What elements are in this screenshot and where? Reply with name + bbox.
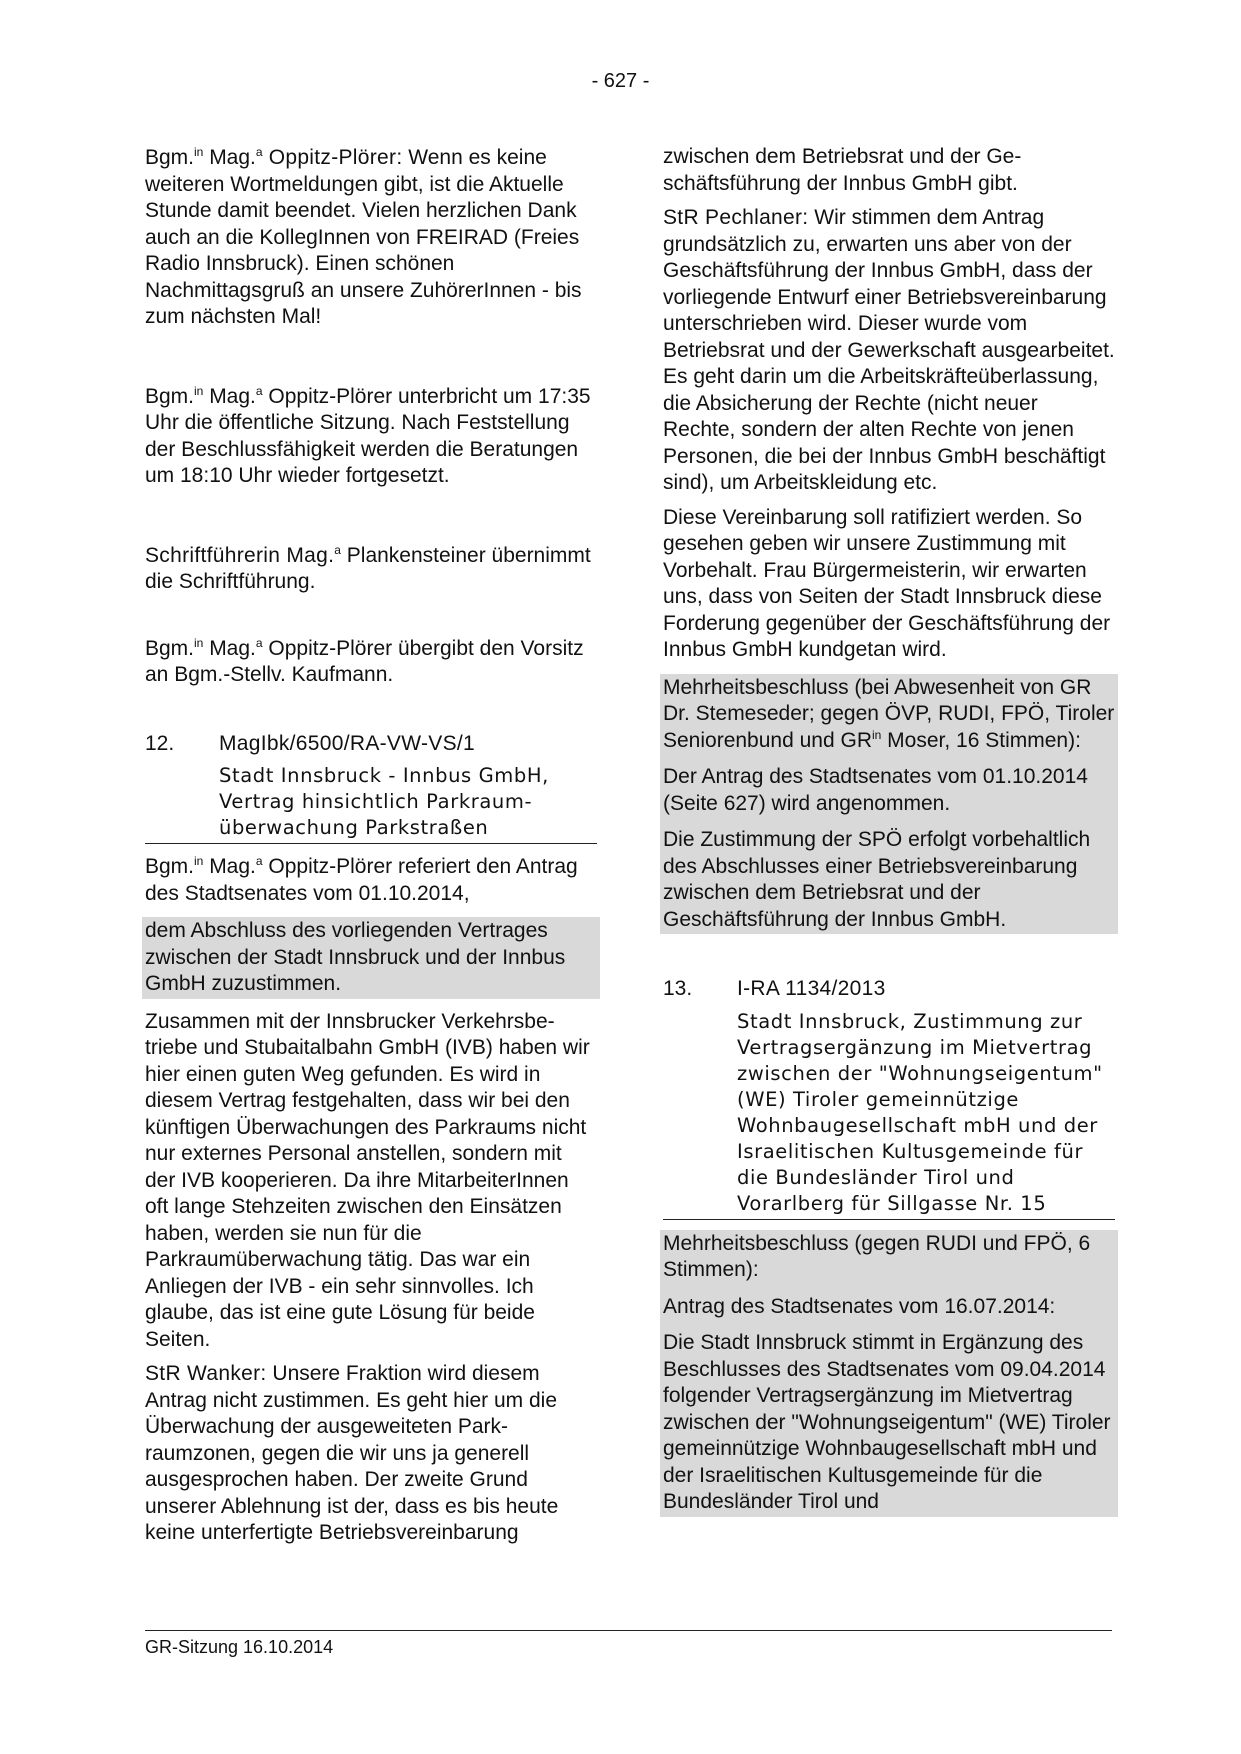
paragraph-explanation: Zusammen mit der Innsbrucker Verkehrsbetriebe und Stubaitalbahn GmbH (IVB) haben wir hier einen guten Weg gefunden. Es wird in diesem Vertrag festgehalten, dass wir bei den künftigen Überwachungen des Parkraums nicht nur externes Personal anstellen, sondern mit der IVB kooperieren. Da ihre MitarbeiterInnen oft lange Stehzeiten zwischen den Einsätzen haben, werden sie nun für die Parkraumüberwachung tätig. Das war ein Anliegen der IVB - ein sehr sinnvolles. Ich glaube, das ist eine gute Lösung für beide Seiten. [145, 1009, 590, 1351]
left-column [145, 145, 597, 1547]
footer-session-date: GR-Sitzung 16.10.2014 [145, 1630, 1112, 1658]
paragraph-ratification: Diese Vereinbarung soll ratifiziert werden. So gesehen geben wir unsere Zustimmung mit Vorbehalt. Frau Bürgermeisterin, wir erwarten uns, dass von Seiten der Stadt Innsbruck diese Forderung gegenüber der Geschäftsführung der Innbus GmbH kundgetan wird. [663, 505, 1111, 661]
resolution-majority: Mehrheitsbeschluss (gegen RUDI und FPÖ, 6 Stimmen): [663, 1231, 1091, 1281]
resolution-majority: Mehrheitsbeschluss (bei Abwesenheit von GR Dr. Stemeseder; gegen ÖVP, RUDI, FPÖ, Tiroler Seniorenbund und $GR^{in}$ Moser, 16 Stimmen): [663, 675, 1115, 752]
paragraph-secretary: Schriftführerin Mag.$^a$ Plankensteiner übernimmt die Schriftführung. [145, 542, 591, 593]
motion-text-shaded: dem Abschluss des vorliegenden Vertrages zwischen der Stadt Innsbruck und der Innbus GmbH zuzustimmen. [142, 917, 600, 999]
paragraph-mayor-closing: Bgm.$^{in}$ Mag.$^a$ Oppitz-Plörer: Wenn es keine weiteren Wortmeldungen gibt, ist die Aktuelle Stunde damit beendet. Vielen herzlichen Dank auch an die KollegInnen von FREIRAD (Freies Radio Innsbruck). Einen schönen Nachmittagsgruß an unsere ZuhörerInnen - bis zum nächsten Mal! [145, 145, 582, 328]
agenda-item-12 [145, 731, 597, 845]
page-number: - 627 - [591, 70, 650, 92]
resolution-text: Die Stadt Innsbruck stimmt in Ergänzung des Beschlusses des Stadtsenates vom 09.04.2014 folgender Vertragsergänzung im Mietvertrag zwischen der "Wohnungseigentum" (WE) Tiroler gemeinnützige Wohnbaugesellschaft mbH und der Israelitischen Kultusgemeinde für die Bundesländer Tirol und [663, 1331, 1111, 1513]
paragraph-pechlaner-statement: StR Pechlaner: Wir stimmen dem Antrag grundsätzlich zu, erwarten uns aber von der Geschäftsführung der Innbus GmbH, dass der vorliegende Entwurf einer Betriebsvereinbarung unterschrieben wird. Dieser wurde vom Betriebsrat und der Gewerkschaft ausgearbeitet. Es geht darin um die Arbeitskräfteüberlassung, die Absicherung der Rechte (nicht neuer Rechte, sondern der alten Rechte von jenen Personen, die bei der Innbus GmbH beschäftigt sind), um Arbeitskleidung etc. [663, 206, 1115, 494]
resolution-block-12 [660, 674, 1118, 935]
agenda-item-number: 12. [145, 731, 175, 755]
paragraph-chair-handover: Bgm.$^{in}$ Mag.$^a$ Oppitz-Plörer übergibt den Vorsitz an Bgm.-Stellv. Kaufmann. [145, 635, 584, 686]
right-column [663, 144, 1115, 1517]
agenda-item-number: 13. [663, 977, 693, 1000]
paragraph-mayor-motion: Bgm.$^{in}$ Mag.$^a$ Oppitz-Plörer referiert den Antrag des Stadtsenates vom 01.10.2014, [145, 854, 578, 905]
resolution-motion-date: Antrag des Stadtsenates vom 16.07.2014: [663, 1294, 1056, 1318]
agenda-item-subject: Stadt Innsbruck, Zustimmung zur Vertragsergänzung im Mietvertrag zwischen der "Wohnungseigentum" (WE) Tiroler gemeinnützige Wohnbaugesellschaft mbH und der Israelitischen Kultusgemeinde für die Bundesländer Tirol und Vorarlberg für Sillgasse Nr. 15 [737, 1009, 1103, 1215]
agenda-item-subject: Stadt Innsbruck - Innbus GmbH, Vertrag hinsichtlich Parkraumüberwachung Parkstraßen [219, 764, 549, 839]
paragraph-wanker-statement: StR Wanker: Unsere Fraktion wird diesem Antrag nicht zustimmen. Es geht hier um die Überwachung der ausgeweiteten Parkraumzonen, gegen die wir uns ja generell ausgesprochen haben. Der zweite Grund unserer Ablehnung ist der, dass es bis heute keine unterfertigte Betriebsvereinbarung [145, 1362, 559, 1544]
agenda-item-13 [663, 976, 1115, 1220]
resolution-spo-condition: Die Zustimmung der SPÖ erfolgt vorbehaltlich des Abschlusses einer Betriebsvereinbarung zwischen dem Betriebsrat und der Geschäftsführung der Innbus GmbH. [663, 828, 1091, 931]
agenda-item-reference: I-RA 1134/2013 [737, 977, 886, 1000]
paragraph-continuation: zwischen dem Betriebsrat und der Geschäftsführung der Innbus GmbH gibt. [663, 145, 1022, 195]
resolution-block-13 [660, 1230, 1118, 1517]
paragraph-session-interrupted: Bgm.$^{in}$ Mag.$^a$ Oppitz-Plörer unterbricht um 17:35 Uhr die öffentliche Sitzung. Nach Feststellung der Beschlussfähigkeit werden die Beratungen um 18:10 Uhr wieder fortgesetzt. [145, 383, 591, 487]
resolution-accepted: Der Antrag des Stadtsenates vom 01.10.2014 (Seite 627) wird angenommen. [663, 765, 1088, 815]
agenda-item-reference: MagIbk/6500/RA-VW-VS/1 [219, 731, 475, 755]
